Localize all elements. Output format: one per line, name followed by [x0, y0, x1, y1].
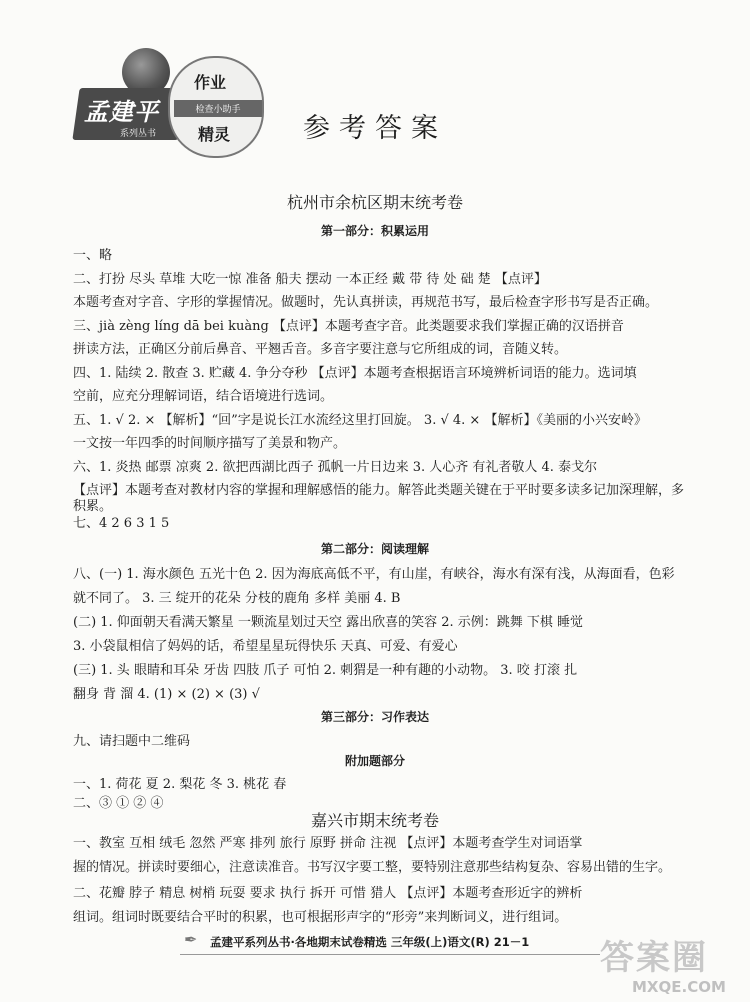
answer-line: 拼读方法，正确区分前后鼻音、平翘舌音。多音字要注意与它所组成的词，音随义转。	[73, 342, 568, 357]
stamp-bottom-text: 精灵	[198, 125, 231, 144]
answer-line: 一、略	[73, 248, 113, 263]
exam1-part3-title: 第三部分：习作表达	[320, 710, 429, 724]
answer-line: 翻身 背 溜 4. (1) × (2) × (3) √	[73, 687, 260, 702]
answer-line: (三) 1. 头 眼睛和耳朵 牙齿 四肢 爪子 可怕 2. 刺猬是一种有趣的小动物。 3. 咬 打滚 扎	[73, 663, 578, 678]
exam2-title: 嘉兴市期末统考卷	[310, 811, 439, 830]
watermark-url: MXQE.COM	[632, 978, 726, 996]
brand-name: 孟建平	[84, 97, 159, 126]
brand-series: 系列丛书	[120, 129, 157, 139]
answer-line: 一、教室 互相 绒毛 忽然 严寒 排列 旅行 原野 拼命 注视 【点评】本题考查学生对词语掌	[73, 836, 583, 851]
footer-text: 孟建平系列丛书·各地期末试卷精选 三年级(上)语文(R) 21－1	[210, 935, 530, 949]
exam1-part1-title: 第一部分：积累运用	[320, 224, 429, 238]
feather-icon: ✒	[184, 930, 198, 949]
exam1-title: 杭州市余杭区期末统考卷	[286, 193, 463, 212]
answer-line: 二、花瓣 脖子 精息 树梢 玩耍 要求 执行 拆开 可惜 猎人 【点评】本题考查形近字的辨析	[73, 886, 583, 901]
page-title: 参考答案	[303, 113, 447, 144]
answer-line: 一文按一年四季的时间顺序描写了美景和物产。	[73, 436, 347, 451]
exam1-bonus-title: 附加题部分	[344, 754, 405, 768]
answer-line: 六、1. 炎热 邮票 凉爽 2. 欲把西湖比西子 孤帆一片日边来 3. 人心齐 有礼者敬人 4. 泰戈尔	[73, 460, 598, 475]
answer-line: 积累。	[73, 499, 113, 514]
stamp-middle-text: 检查小助手	[174, 100, 262, 117]
answer-line: 就不同了。 3. 三 绽开的花朵 分枝的鹿角 多样 美丽 4. B	[73, 591, 401, 606]
answer-line: 二、③ ① ② ④	[73, 796, 164, 811]
answer-line: 二、打扮 尽头 草堆 大吃一惊 准备 船夫 摆动 一本正经 戴 带 待 处 础 楚 【点评】	[73, 272, 547, 287]
answer-line: 组词。组词时既要结合平时的积累，也可根据形声字的“形旁”来判断词义，进行组词。	[73, 910, 568, 925]
answer-line: 五、1. √ 2. × 【解析】“回”字是说长江水流经这里打回旋。 3. √ 4. × 【解析】《美丽的小兴安岭》	[73, 413, 647, 428]
answer-line: 握的情况。拼读时要细心，注意读准音。书写汉字要工整，要特别注意那些结构复杂、容易出错的生字。	[73, 860, 672, 875]
watermark-logo: 答案圈	[600, 938, 708, 978]
exam1-part2-title: 第二部分：阅读理解	[320, 542, 429, 556]
answer-line: 本题考查对字音、字形的掌握情况。做题时，先认真拼读，再规范书写，最后检查字形书写是否正确。	[73, 295, 659, 310]
answer-line: 【点评】本题考查对教材内容的掌握和理解感悟的能力。解答此类题关键在于平时要多读多记加深理解，多	[73, 483, 685, 498]
answer-line: 八、(一) 1. 海水颜色 五光十色 2. 因为海底高低不平，有山崖，有峡谷，海水有深有浅，从海面看，色彩	[73, 567, 675, 582]
answer-line: 三、jià zèng líng dā bei kuàng 【点评】本题考查字音。此类题要求我们掌握正确的汉语拼音	[73, 319, 624, 334]
answer-line: 七、4 2 6 3 1 5	[73, 516, 170, 531]
answer-line: 空前，应充分理解词语，结合语境进行选词。	[73, 389, 334, 404]
answer-line: 3. 小袋鼠相信了妈妈的话，希望星星玩得快乐 天真、可爱、有爱心	[73, 639, 458, 654]
answer-line: (二) 1. 仰面朝天看满天繁星 一颗流星划过天空 露出欣喜的笑容 2. 示例：跳舞 下棋 睡觉	[73, 615, 584, 630]
answer-line: 一、1. 荷花 夏 2. 梨花 冬 3. 桃花 春	[73, 777, 287, 792]
answer-line: 九、请扫题中二维码	[73, 734, 191, 749]
answer-line: 四、1. 陆续 2. 散查 3. 贮藏 4. 争分夺秒 【点评】本题考查根据语言环境辨析词语的能力。选词填	[73, 366, 637, 381]
stamp-top-text: 作业	[194, 73, 227, 92]
